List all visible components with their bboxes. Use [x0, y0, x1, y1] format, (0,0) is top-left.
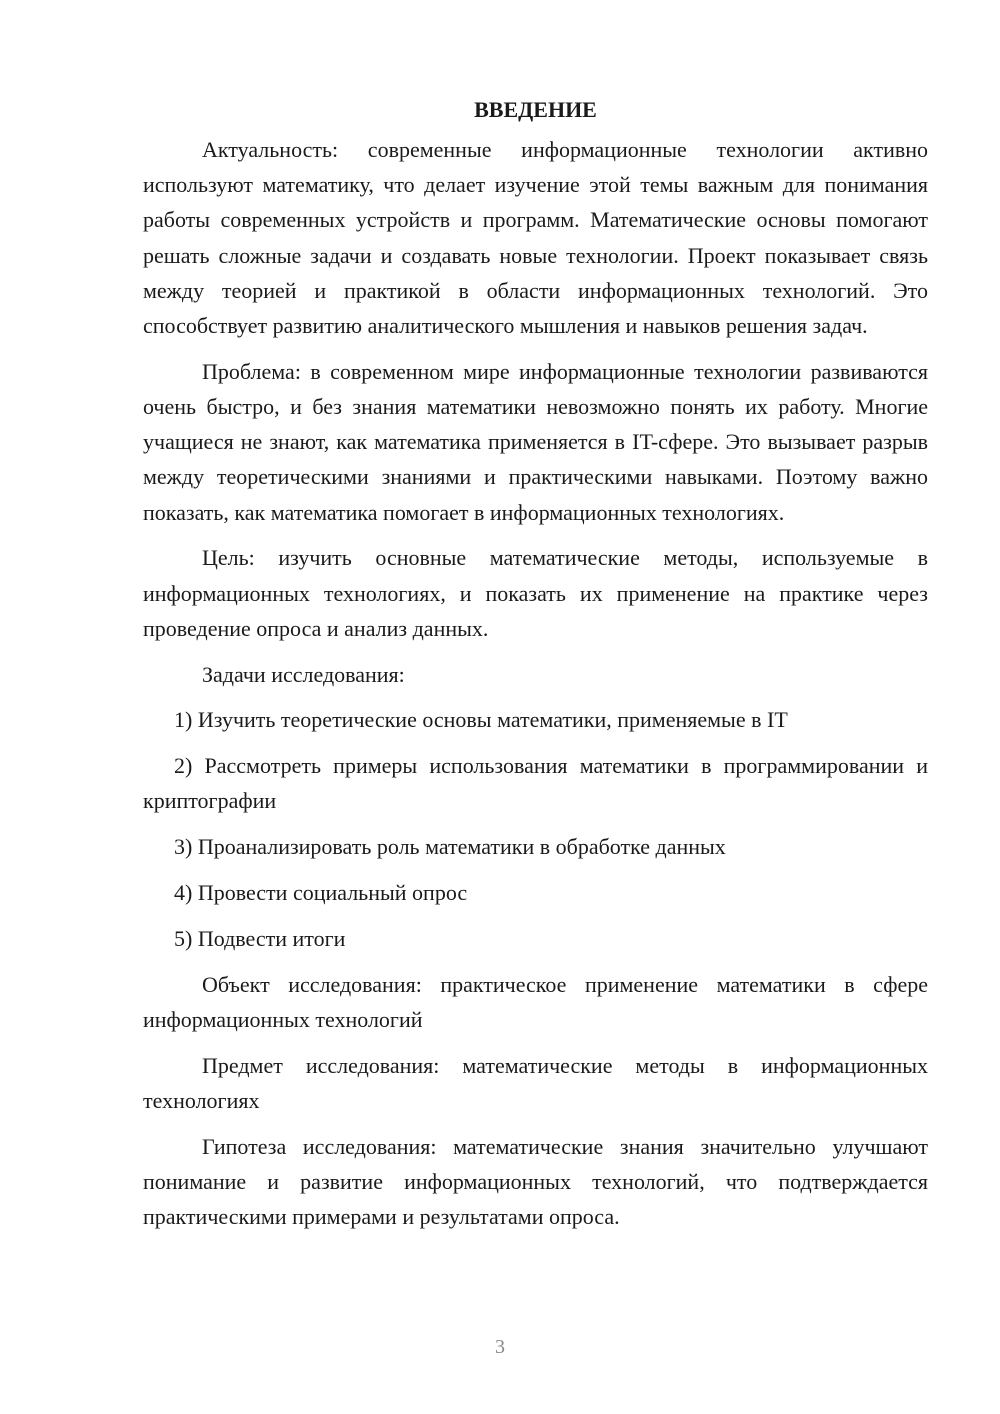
goal-paragraph: Цель: изучить основные математические методы, используемые в информационных технологиях, и показать их применение на практике через проведение опроса и анализ данных.	[143, 545, 928, 641]
task-item-2: 2) Рассмотреть примеры использования математики в программировании и криптографии	[143, 753, 928, 814]
page-title: ВВЕДЕНИЕ	[474, 97, 597, 122]
task-item-1: 1) Изучить теоретические основы математики, применяемые в IT	[174, 707, 788, 733]
tasks-heading: Задачи исследования:	[202, 661, 405, 687]
hypothesis-paragraph: Гипотеза исследования: математические знания значительно улучшают понимание и развитие информационных технологий, что подтверждается практическими примерами и результатами опроса.	[143, 1133, 928, 1230]
problem-paragraph: Проблема: в современном мире информационные технологии развиваются очень быстро, и без знания математики невозможно понять их работу. Многие учащиеся не знают, как математика применяется в IT-сфере. Это вызывает разрыв между теоретическими знаниями и практическими навыками. Поэтому важно показать, как математика помогает в информационных технологиях.	[143, 358, 928, 525]
document-page	[143, 95, 928, 1245]
page-number: 3	[495, 1336, 505, 1358]
object-paragraph: Объект исследования: практическое применение математики в сфере информационных технологий	[143, 971, 928, 1032]
task-item-3: 3) Проанализировать роль математики в обработке данных	[174, 834, 726, 860]
subject-paragraph: Предмет исследования: математические методы в информационных технологиях	[143, 1052, 928, 1113]
task-item-5: 5) Подвести итоги	[174, 925, 346, 951]
relevance-paragraph: Актуальность: современные информационные технологии активно используют математику, что делает изучение этой темы важным для понимания работы современных устройств и программ. Математические основы помогают решать сложные задачи и создавать новые технологии. Проект показывает связь между теорией и практикой в области информационных технологий. Это способствует развитию аналитического мышления и навыков решения задач.	[143, 137, 928, 339]
task-item-4: 4) Провести социальный опрос	[174, 880, 468, 906]
